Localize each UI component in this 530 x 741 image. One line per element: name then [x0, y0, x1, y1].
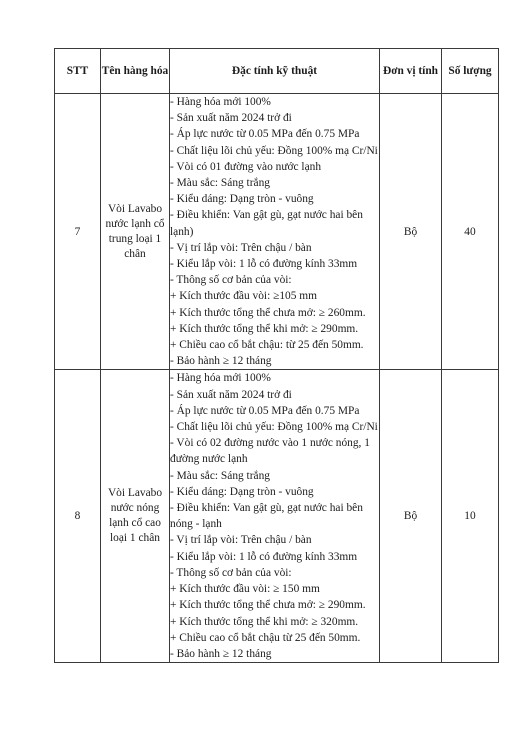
spec-list	[170, 94, 379, 369]
spec-item: - Điều khiển: Van gật gù, gạt nước hai bên nóng - lạnh	[170, 502, 363, 531]
spec-item: - Màu sắc: Sáng trắng	[170, 469, 270, 482]
spec-item: + Chiều cao cổ bắt chậu: từ 25 đến 50mm.	[170, 339, 364, 352]
spec-item: - Kiểu dáng: Dạng tròn - vuông	[170, 193, 314, 206]
spec-item: - Vị trí lắp vòi: Trên chậu / bàn	[170, 534, 312, 547]
spec-item: - Kiểu dáng: Dạng tròn - vuông	[170, 485, 314, 498]
spec-item: - Màu sắc: Sáng trắng	[170, 177, 270, 190]
spec-list	[170, 370, 379, 662]
spec-item: - Sản xuất năm 2024 trở đi	[170, 388, 292, 401]
spec-item: - Kiểu lắp vòi: 1 lỗ có đường kính 33mm	[170, 258, 358, 271]
spec-item: - Thông số cơ bản của vòi:	[170, 566, 292, 579]
spec-item: - Chất liệu lõi chủ yếu: Đồng 100% mạ Cr/Ni	[170, 144, 378, 157]
spec-item: - Vị trí lắp vòi: Trên chậu / bàn	[170, 241, 312, 254]
spec-item: - Áp lực nước từ 0.05 MPa đến 0.75 MPa	[170, 128, 360, 141]
spec-item: - Hàng hóa mới 100%	[170, 96, 271, 108]
spec-item: - Thông số cơ bản của vòi:	[170, 274, 292, 287]
row-unit: Bộ	[380, 370, 442, 663]
row-unit: Bộ	[380, 94, 442, 370]
row-specs	[170, 94, 380, 370]
spec-item: - Chất liệu lõi chủ yếu: Đồng 100% mạ Cr/Ni	[170, 421, 378, 434]
spec-item: + Kích thước tổng thể khi mở: ≥ 320mm.	[170, 615, 359, 628]
header-unit: Đơn vị tính	[380, 49, 442, 94]
row-stt: 8	[55, 370, 101, 663]
spec-item: + Kích thước đầu vòi: ≥ 150 mm	[170, 583, 320, 596]
spec-item: - Hàng hóa mới 100%	[170, 372, 271, 385]
spec-item: - Vòi có 02 đường nước vào 1 nước nóng, 1 đường nước lạnh	[170, 437, 370, 466]
spec-item: - Vòi có 01 đường vào nước lạnh	[170, 160, 322, 173]
spec-item: + Kích thước tổng thể khi mở: ≥ 290mm.	[170, 322, 359, 335]
spec-item: - Kiểu lắp vòi: 1 lỗ có đường kính 33mm	[170, 550, 358, 563]
row-product-name: Vòi Lavabo nước lạnh cổ trung loại 1 chân	[101, 94, 170, 370]
row-specs	[170, 370, 380, 663]
header-stt: STT	[55, 49, 101, 94]
spec-item: - Bảo hành ≥ 12 tháng	[170, 355, 272, 368]
header-row	[55, 49, 499, 94]
row-quantity: 40	[442, 94, 499, 370]
spec-item: - Điều khiển: Van gật gù, gạt nước hai bên lạnh)	[170, 209, 363, 238]
header-spec: Đặc tính kỹ thuật	[170, 49, 380, 94]
row-product-name: Vòi Lavabo nước nóng lạnh cổ cao loại 1 chân	[101, 370, 170, 663]
row-quantity: 10	[442, 370, 499, 663]
table-row	[55, 94, 499, 370]
spec-item: + Kích thước đầu vòi: ≥105 mm	[170, 290, 317, 303]
table-body	[55, 94, 499, 663]
header-name: Tên hàng hóa	[101, 49, 170, 94]
spec-table	[54, 48, 499, 663]
table-row	[55, 370, 499, 663]
header-qty: Số lượng	[442, 49, 499, 94]
spec-item: - Sản xuất năm 2024 trở đi	[170, 112, 292, 125]
spec-item: - Bảo hành ≥ 12 tháng	[170, 647, 272, 660]
spec-item: + Chiều cao cổ bắt chậu từ 25 đến 50mm.	[170, 631, 361, 644]
row-stt: 7	[55, 94, 101, 370]
spec-item: + Kích thước tổng thể chưa mở: ≥ 290mm.	[170, 599, 366, 612]
spec-item: + Kích thước tổng thể chưa mở: ≥ 260mm.	[170, 306, 366, 319]
spec-item: - Áp lực nước từ 0.05 MPa đến 0.75 MPa	[170, 404, 360, 417]
